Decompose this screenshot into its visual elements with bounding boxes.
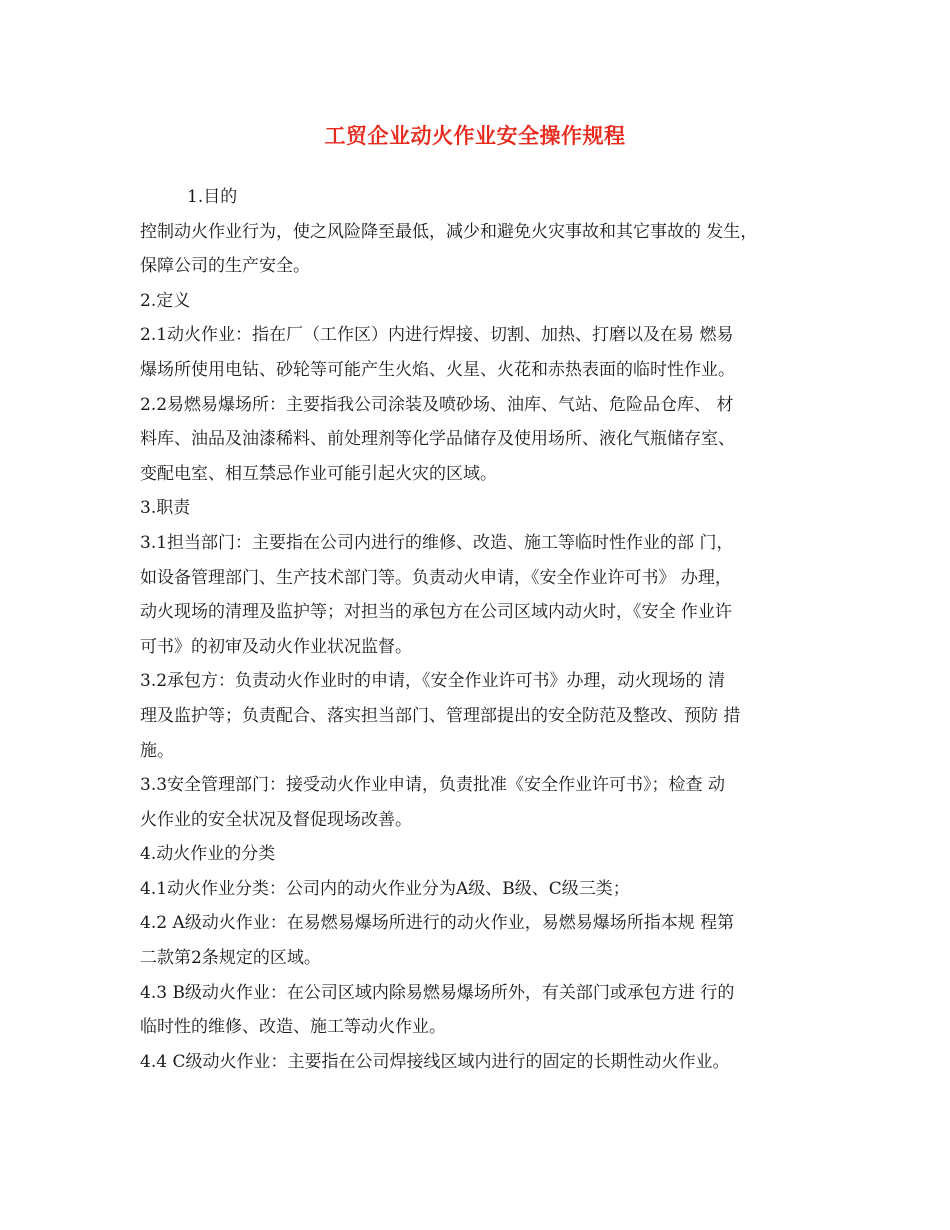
- section-heading: 3.职责: [140, 498, 191, 519]
- paragraph-line: 施。: [140, 740, 174, 761]
- paragraph-line: 临时性的维修、改造、施工等动火作业。: [140, 1017, 446, 1038]
- section-heading: 2.定义: [140, 290, 191, 311]
- paragraph-line: 二款第2条规定的区域。: [140, 948, 321, 969]
- paragraph-line: 变配电室、相互禁忌作业可能引起火灾的区域。: [140, 463, 497, 484]
- paragraph-line: 4.3 B级动火作业：在公司区域内除易燃易爆场所外，有关部门或承包方进 行的: [140, 982, 735, 1003]
- section-heading: 1.目的: [187, 187, 238, 207]
- paragraph-line: 爆场所使用电钻、砂轮等可能产生火焰、火星、火花和赤热表面的临时性作业。: [140, 359, 735, 380]
- paragraph-line: 2.2易燃易爆场所：主要指我公司涂装及喷砂场、油库、气站、危险品仓库、 材: [140, 394, 734, 415]
- paragraph-line: 控制动火作业行为，使之风险降至最低，减少和避免火灾事故和其它事故的 发生，: [140, 221, 758, 242]
- paragraph-line: 动火现场的清理及监护等；对担当的承包方在公司区域内动火时，《安全 作业许: [140, 602, 732, 623]
- paragraph-line: 料库、油品及油漆稀料、前处理剂等化学品储存及使用场所、液化气瓶储存室、: [140, 429, 735, 450]
- paragraph-line: 如设备管理部门、生产技术部门等。负责动火申请，《安全作业许可书》 办理，: [140, 567, 732, 588]
- paragraph-line: 火作业的安全状况及督促现场改善。: [140, 809, 412, 830]
- document-title: 工贸企业动火作业安全操作规程: [324, 124, 626, 148]
- paragraph-line: 3.1担当部门：主要指在公司内进行的维修、改造、施工等临时性作业的部 门，: [140, 532, 734, 553]
- paragraph-line: 4.2 A级动火作业：在易燃易爆场所进行的动火作业，易燃易爆场所指本规 程第: [140, 913, 735, 934]
- paragraph-line: 4.4 C级动火作业：主要指在公司焊接线区域内进行的固定的长期性动火作业。: [140, 1051, 730, 1072]
- paragraph-line: 3.3安全管理部门：接受动火作业申请，负责批准《安全作业许可书》；检查 动: [140, 775, 725, 796]
- paragraph-line: 可书》的初审及动火作业状况监督。: [140, 636, 412, 657]
- paragraph-line: 4.1动火作业分类：公司内的动火作业分为A级、B级、C级三类；: [140, 878, 630, 899]
- paragraph-line: 3.2承包方：负责动火作业时的申请，《安全作业许可书》办理，动火现场的 清: [140, 671, 725, 692]
- document-body: [140, 180, 820, 1079]
- paragraph-line: 2.1动火作业：指在厂（工作区）内进行焊接、切割、加热、打磨以及在易 燃易: [140, 325, 734, 346]
- paragraph-line: 理及监护等；负责配合、落实担当部门、管理部提出的安全防范及整改、预防 措: [140, 705, 741, 726]
- section-heading: 4.动火作业的分类: [140, 844, 276, 865]
- paragraph-line: 保障公司的生产安全。: [140, 256, 310, 277]
